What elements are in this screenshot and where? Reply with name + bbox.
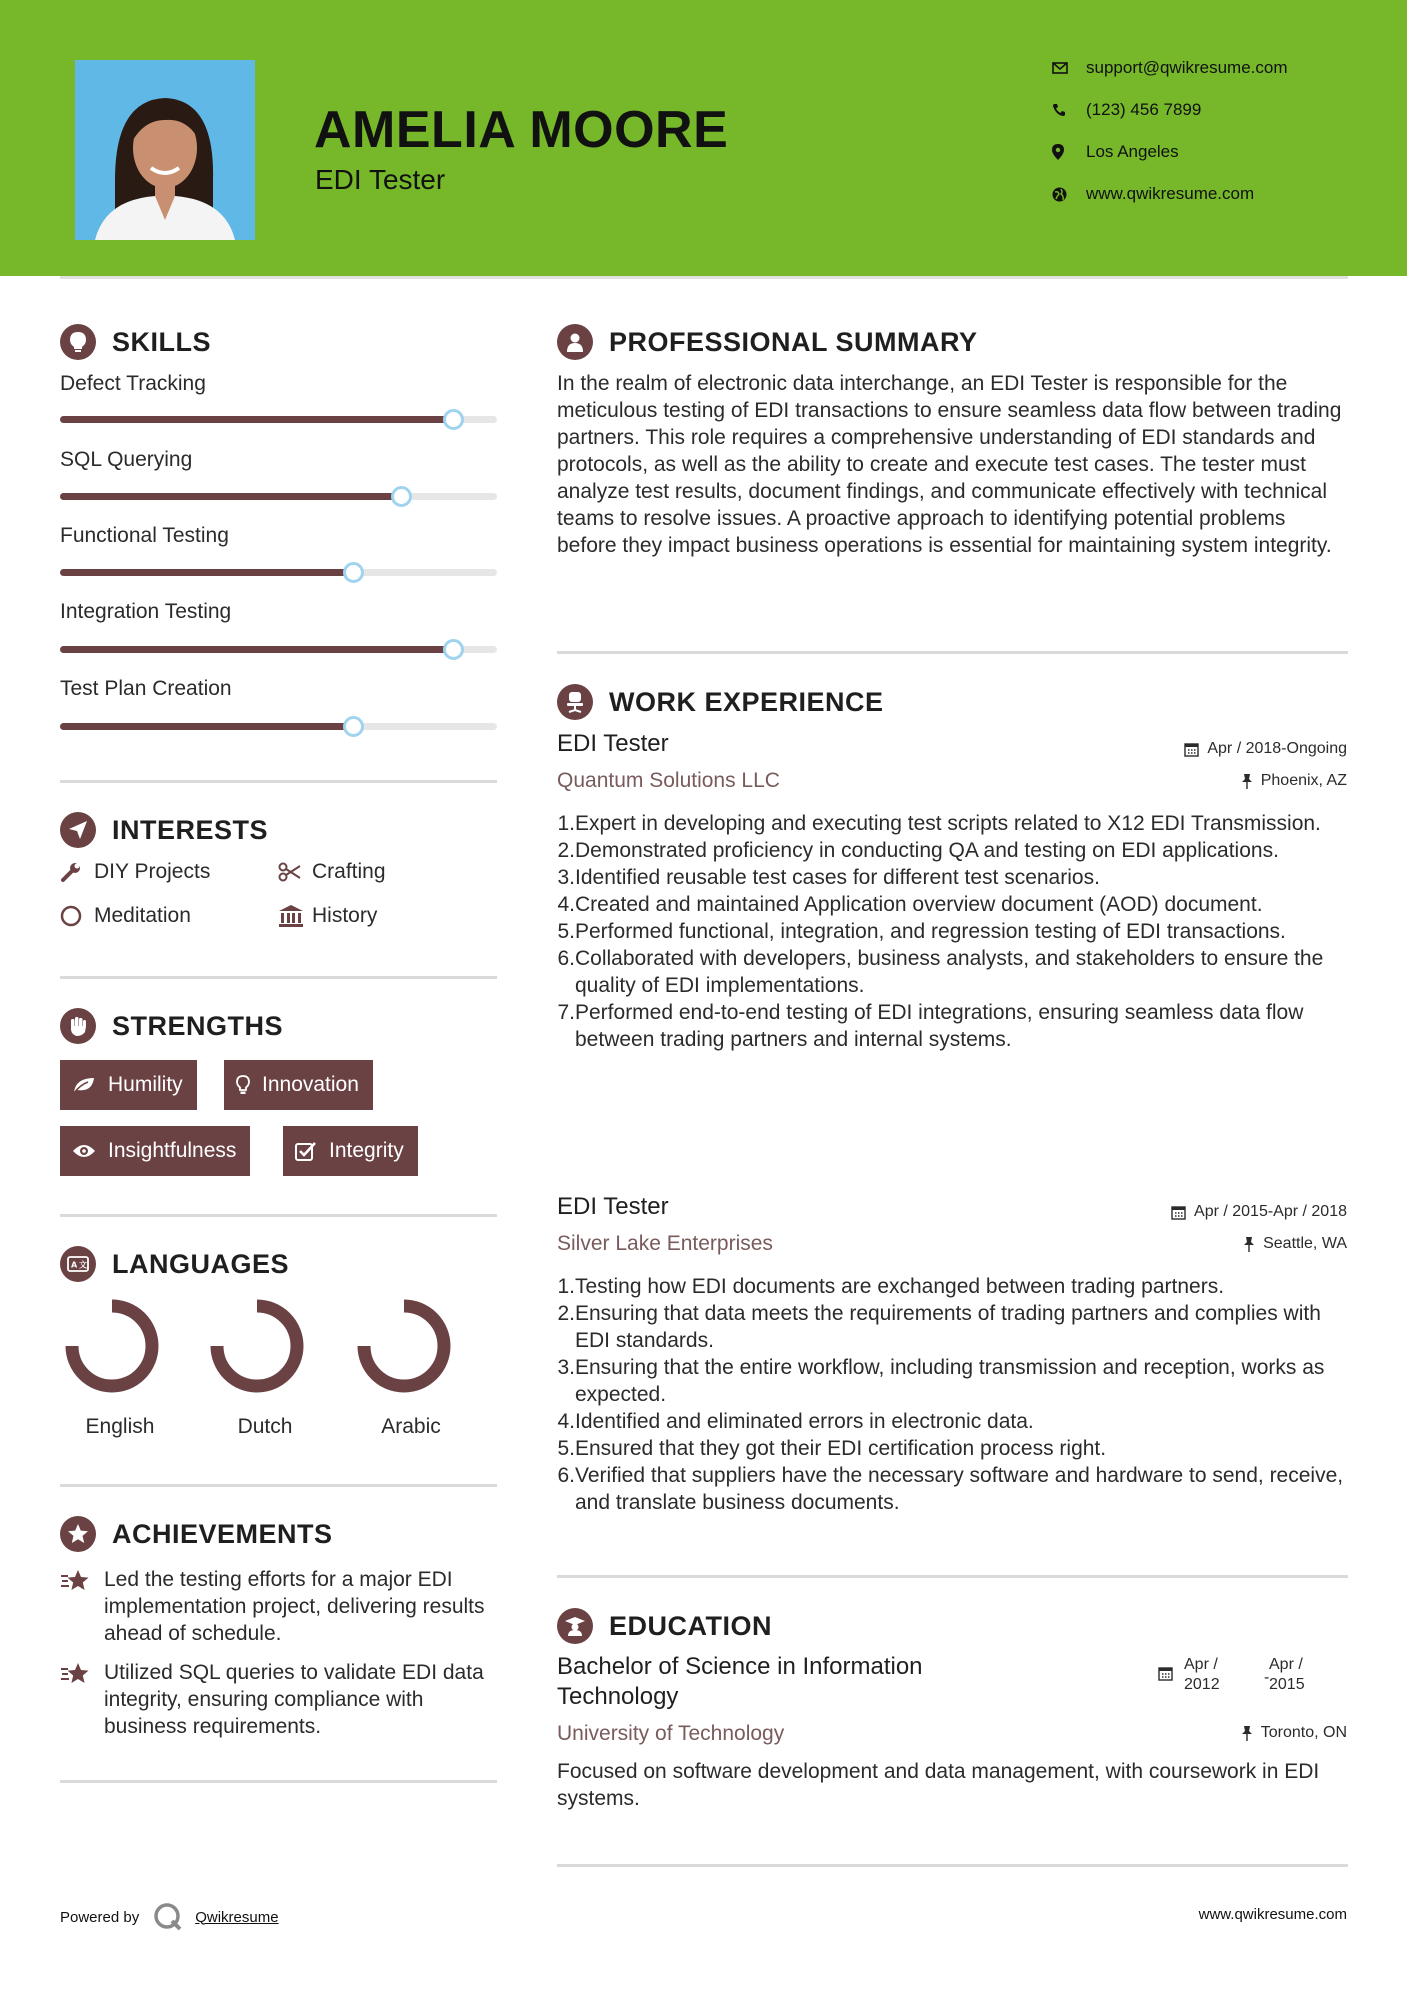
list-item: 1. Expert in developing and executing test scripts related to X12 EDI Transmission.	[557, 812, 1321, 835]
achievement-item: Led the testing efforts for a major EDI implementation project, delivering results ahead of schedule.	[60, 1566, 500, 1647]
calendar-icon	[1158, 1666, 1173, 1686]
job-title: EDI Tester	[557, 1193, 669, 1220]
achievement-item: Utilized SQL queries to validate EDI data integrity, ensuring compliance with business requirements.	[60, 1659, 500, 1740]
job-dates: Apr / 2015-Apr / 2018	[1171, 1203, 1347, 1221]
footer-website[interactable]: www.qwikresume.com	[1198, 1906, 1347, 1923]
language-label: English	[85, 1415, 155, 1438]
list-item: 6. Verified that suppliers have the necessary software and hardware to send, receive, and translate business documents.	[557, 1464, 1344, 1514]
skill-label: Functional Testing	[60, 524, 229, 547]
list-item: 2. Demonstrated proficiency in conducting QA and testing on EDI applications.	[557, 839, 1279, 862]
skill-label: Integration Testing	[60, 600, 232, 623]
checkbox-icon	[295, 1141, 317, 1161]
strength-tag: Insightfulness	[60, 1126, 250, 1176]
school-name: University of Technology	[557, 1722, 785, 1745]
strength-tag: Innovation	[224, 1060, 373, 1110]
job-dates: Apr / 2018-Ongoing	[1184, 740, 1347, 758]
profile-photo	[75, 60, 255, 240]
footer-powered-by	[60, 1902, 279, 1932]
language-ring	[64, 1298, 160, 1394]
skill-label: SQL Querying	[60, 448, 193, 471]
education-location: Toronto, ON	[1241, 1724, 1347, 1742]
contact-website[interactable]	[1052, 184, 1254, 204]
section-divider	[557, 1575, 1348, 1578]
education-description: Focused on software development and data management, with coursework in EDI systems.	[557, 1760, 1320, 1810]
candidate-role: EDI Tester	[315, 164, 446, 195]
leaf-icon	[72, 1076, 96, 1094]
eye-icon	[72, 1143, 96, 1159]
skill-bar-knob[interactable]	[443, 409, 464, 430]
education-heading: EDUCATION	[557, 1608, 772, 1644]
skill-bar	[60, 416, 497, 423]
list-item: 4. Identified and eliminated errors in electronic data.	[557, 1410, 1034, 1433]
list-item: 7. Performed end-to-end testing of EDI integrations, ensuring seamless data flow between trading partners and internal systems.	[557, 1001, 1304, 1051]
skill-bar	[60, 569, 497, 576]
interests-heading: INTERESTS	[60, 812, 268, 848]
degree-title: Bachelor of Science in Information Technology	[557, 1653, 923, 1710]
strengths-heading: STRENGTHS	[60, 1008, 283, 1044]
list-item: 2. Ensuring that data meets the requirements of trading partners and complies with EDI standards.	[557, 1302, 1321, 1352]
language-label: Arabic	[381, 1415, 441, 1438]
section-divider	[60, 1484, 497, 1487]
strength-tag: Integrity	[283, 1126, 418, 1176]
language-ring	[209, 1298, 305, 1394]
skill-bar-knob[interactable]	[443, 639, 464, 660]
skill-bar	[60, 723, 497, 730]
strength-tag: Humility	[60, 1060, 197, 1110]
language-label: Dutch	[237, 1415, 293, 1438]
pushpin-icon	[1241, 773, 1253, 789]
interest-item: Crafting	[278, 860, 386, 884]
paper-plane-icon	[60, 812, 96, 848]
contact-phone-text: (123) 456 7899	[1086, 100, 1202, 119]
powered-by-label: Powered by	[60, 1908, 140, 1926]
list-item: 3. Identified reusable test cases for different test scenarios.	[557, 866, 1100, 889]
circle-icon	[60, 905, 94, 927]
section-divider	[60, 1780, 497, 1783]
qwikresume-logo-icon	[153, 1902, 183, 1932]
svg-text:A: A	[71, 1260, 78, 1270]
education-end-date: Apr / 2015	[1269, 1656, 1305, 1693]
header-banner	[0, 0, 1407, 276]
job-title: EDI Tester	[557, 730, 669, 757]
map-marker-icon	[1052, 144, 1086, 160]
contact-email-text: support@qwikresume.com	[1086, 58, 1288, 77]
skill-label: Test Plan Creation	[60, 677, 232, 700]
contact-location	[1052, 142, 1179, 162]
language-ring-arc	[72, 1306, 152, 1386]
interest-item: Meditation	[60, 904, 191, 928]
lightbulb-icon	[60, 324, 96, 360]
pushpin-icon	[1243, 1236, 1255, 1252]
skill-bar-fill	[60, 569, 353, 576]
section-divider	[60, 780, 497, 783]
museum-icon	[278, 905, 312, 927]
job-bullets	[557, 1273, 1357, 1516]
graduate-icon	[557, 1608, 593, 1644]
skill-bar	[60, 493, 497, 500]
language-ring-arc	[217, 1306, 297, 1386]
skill-bar	[60, 646, 497, 653]
calendar-icon	[1184, 742, 1199, 757]
interest-item: DIY Projects	[60, 860, 210, 884]
office-chair-icon	[557, 684, 593, 720]
contact-location-text: Los Angeles	[1086, 142, 1179, 161]
education-start-date: Apr / 2012	[1184, 1656, 1220, 1693]
phone-icon	[1052, 103, 1086, 117]
contact-phone[interactable]	[1052, 100, 1201, 120]
skill-bar-knob[interactable]	[343, 562, 364, 583]
svg-text:文: 文	[79, 1260, 88, 1270]
skill-bar-fill	[60, 493, 401, 500]
list-item: 4. Created and maintained Application overview document (AOD) document.	[557, 893, 1263, 916]
job-location: Phoenix, AZ	[1241, 772, 1347, 790]
fist-icon	[60, 1008, 96, 1044]
contact-email[interactable]	[1052, 58, 1288, 78]
wrench-icon	[60, 861, 94, 883]
language-card-icon	[60, 1246, 96, 1282]
list-item: 1. Testing how EDI documents are exchanged between trading partners.	[557, 1275, 1225, 1298]
section-divider	[557, 1864, 1348, 1867]
star-icon	[60, 1566, 104, 1647]
job-location: Seattle, WA	[1243, 1235, 1347, 1253]
section-divider	[60, 1214, 497, 1217]
header-divider	[60, 276, 1348, 279]
achievements-heading: ACHIEVEMENTS	[60, 1516, 333, 1552]
skill-bar-fill	[60, 646, 453, 653]
skill-bar-fill	[60, 416, 453, 423]
skills-heading: SKILLS	[60, 324, 211, 360]
company-name: Silver Lake Enterprises	[557, 1232, 773, 1255]
company-name: Quantum Solutions LLC	[557, 769, 780, 792]
summary-heading: PROFESSIONAL SUMMARY	[557, 324, 978, 360]
envelope-icon	[1052, 62, 1086, 74]
section-divider	[557, 651, 1348, 654]
lightbulb-icon	[236, 1075, 250, 1095]
list-item: 6. Collaborated with developers, business analysts, and stakeholders to ensure the quality of EDI implementations.	[557, 947, 1324, 997]
languages-heading: A 文 LANGUAGES	[60, 1246, 289, 1282]
qwikresume-link[interactable]: Qwikresume	[195, 1908, 279, 1926]
language-ring	[356, 1298, 452, 1394]
calendar-icon	[1171, 1205, 1186, 1220]
star-icon	[60, 1659, 104, 1740]
skill-label: Defect Tracking	[60, 372, 206, 395]
section-divider	[60, 976, 497, 979]
globe-icon	[1052, 187, 1086, 202]
list-item: 5. Ensured that they got their EDI certification process right.	[557, 1437, 1107, 1460]
date-separator: -	[1264, 1669, 1270, 1686]
language-ring-arc	[364, 1306, 444, 1386]
list-item: 5. Performed functional, integration, and regression testing of EDI transactions.	[557, 920, 1286, 943]
contact-website-text: www.qwikresume.com	[1086, 184, 1255, 203]
interest-item: History	[278, 904, 377, 928]
scissors-icon	[278, 862, 312, 882]
pushpin-icon	[1241, 1725, 1253, 1741]
skill-bar-knob[interactable]	[391, 486, 412, 507]
summary-text: In the realm of electronic data interchange, an EDI Tester is responsible for the meticulous testing of EDI transactions to ensure seamless data flow between trading partners. This role requires a comprehensive understanding of EDI standards and protocols, as well as the ability to create and execute test cases. The tester must analyze test results, document findings, and communicate effectively with technical teams to resolve issues. A proactive approach to identifying potential problems before they impact business operations is essential for maintaining system integrity.	[557, 372, 1342, 557]
experience-heading: WORK EXPERIENCE	[557, 684, 884, 720]
skill-bar-fill	[60, 723, 353, 730]
skill-bar-knob[interactable]	[343, 716, 364, 737]
list-item: 3. Ensuring that the entire workflow, including transmission and reception, works as expected.	[557, 1356, 1325, 1406]
user-icon	[557, 324, 593, 360]
job-bullets	[557, 810, 1357, 1053]
star-badge-icon	[60, 1516, 96, 1552]
candidate-name: AMELIA MOORE	[314, 101, 729, 159]
